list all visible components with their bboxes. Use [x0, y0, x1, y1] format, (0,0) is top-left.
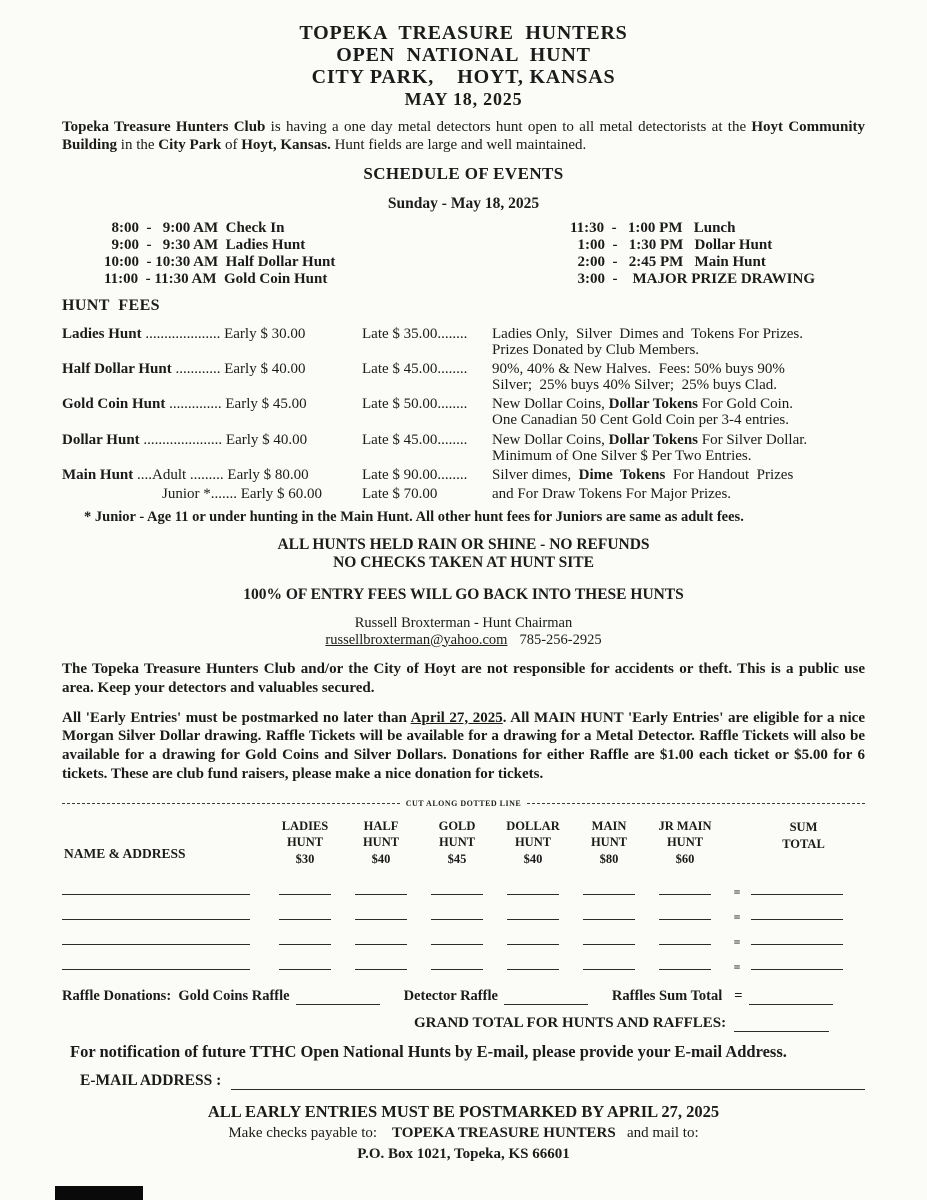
col-line: HUNT	[362, 835, 400, 850]
fee-name-cell	[62, 326, 362, 358]
desc-text: and For Draw Tokens For Major Prizes.	[492, 486, 732, 503]
intro-text: in the	[117, 136, 159, 153]
name-cell	[62, 907, 267, 925]
sum-cell	[751, 932, 856, 950]
raffles-sum-label: Raffles Sum Total	[611, 987, 723, 1004]
para-text: All 'Early Entries' must be postmarked no later than	[62, 709, 411, 726]
raffles-sum-blank	[749, 993, 833, 1005]
intro-building: Hoyt Community Building	[62, 118, 866, 153]
schedule-item-lunch: 11:30 - 1:00 PM Lunch	[570, 219, 736, 236]
intro-text: is having a one day metal detectors hunt open to all metal detectorists at the	[265, 118, 752, 135]
date-line: MAY 18, 2025	[404, 89, 523, 109]
schedule-item-half-dollar: 10:00 - 10:30 AM Half Dollar Hunt	[104, 253, 336, 270]
jr-main-hunt-blank	[659, 883, 711, 895]
fee-name-cell	[62, 486, 362, 502]
dollar-cell	[495, 957, 571, 975]
fee-description	[492, 326, 865, 358]
email-notification-line: For notification of future TTHC Open National Hunts by E-mail, please provide your E-mail Address.	[70, 1041, 787, 1061]
schedule-subtitle: Sunday - May 18, 2025	[387, 194, 540, 212]
desc-bold: Dollar Tokens	[608, 396, 698, 413]
name-address-header: NAME & ADDRESS	[64, 846, 186, 862]
desc-text: New Dollar Coins,	[492, 396, 609, 413]
early-fee: ..................... Early $ 40.00	[139, 431, 308, 448]
email-label: E-MAIL ADDRESS :	[80, 1071, 222, 1089]
schedule-item-main: 2:00 - 2:45 PM Main Hunt	[570, 253, 766, 270]
fee-row-dollar	[62, 432, 865, 464]
liability-paragraph: The Topeka Treasure Hunters Club and/or the City of Hoyt are not responsible for accidents or theft. This is a public use area. Keep your detectors and valuables secured.	[62, 660, 865, 696]
club-title: TOPEKA TREASURE HUNTERS	[299, 22, 628, 44]
name-address-blank	[62, 883, 250, 895]
checks-text: Make checks payable to:	[228, 1124, 393, 1141]
main-hunt-blank	[583, 908, 635, 920]
fee-row-ladies	[62, 326, 865, 358]
grand-total-blank	[734, 1020, 829, 1032]
jr-main-cell	[647, 932, 723, 950]
hunt-fees-title: HUNT FEES	[62, 296, 160, 314]
intro-city: Hoyt, Kansas.	[241, 136, 331, 153]
col-line: $80	[599, 851, 619, 866]
entry-rows	[62, 875, 865, 975]
gold-cell	[419, 907, 495, 925]
col-line: $60	[675, 851, 695, 866]
event-title: OPEN NATIONAL HUNT	[336, 44, 591, 66]
schedule-columns	[62, 220, 865, 288]
ladies-cell	[267, 957, 343, 975]
phone-number: 785-256-2925	[519, 631, 602, 648]
detector-raffle-blank	[504, 993, 588, 1005]
dollar-cell	[495, 882, 571, 900]
desc-bold: Dollar Tokens	[608, 431, 698, 448]
equals-sign: =	[733, 959, 741, 974]
fee-desc-line1	[492, 396, 865, 412]
fee-row-main-junior	[62, 486, 865, 502]
main-hunt-blank	[583, 883, 635, 895]
schedule-title: SCHEDULE OF EVENTS	[363, 163, 564, 183]
col-line: MAIN	[591, 819, 627, 834]
equals-sign: =	[734, 987, 743, 1004]
location-line: CITY PARK, HOYT, KANSAS	[311, 66, 616, 88]
col-line: SUM	[789, 820, 818, 835]
sum-cell	[751, 882, 856, 900]
col-line: HUNT	[438, 835, 476, 850]
ladies-hunt-blank	[279, 883, 331, 895]
jr-main-hunt-blank	[659, 908, 711, 920]
dashed-line	[527, 803, 865, 804]
intro-park: City Park	[158, 136, 222, 153]
fee-desc-line2: Minimum of One Silver $ Per Two Entries.	[492, 447, 752, 464]
desc-text: For Handout Prizes	[665, 467, 794, 484]
sum-total-blank	[751, 958, 843, 970]
fee-row-gold-coin	[62, 396, 865, 428]
fee-name-cell	[62, 467, 362, 483]
schedule-item-checkin: 8:00 - 9:00 AM Check In	[104, 219, 285, 236]
main-hunt-blank	[583, 958, 635, 970]
rain-or-shine-notice: ALL HUNTS HELD RAIN OR SHINE - NO REFUNDS	[277, 536, 650, 554]
fee-desc-line1	[492, 486, 865, 502]
title-block	[62, 22, 865, 110]
sum-cell	[751, 957, 856, 975]
col-line: HUNT	[590, 835, 628, 850]
fee-description	[492, 467, 865, 483]
late-fee: Late $ 45.00........	[362, 360, 468, 377]
email-address-row	[62, 1072, 865, 1090]
intro-paragraph	[62, 118, 865, 154]
hunt-name: Gold Coin Hunt	[62, 396, 166, 413]
schedule-item-prize-drawing: 3:00 - MAJOR PRIZE DRAWING	[570, 270, 815, 287]
raffle-label: Raffle Donations: Gold Coins Raffle	[62, 987, 290, 1004]
main-cell	[571, 957, 647, 975]
dollar-hunt-blank	[507, 908, 559, 920]
sum-total-blank	[751, 908, 843, 920]
dollar-hunt-blank	[507, 958, 559, 970]
equals-sign: =	[733, 909, 741, 924]
equals-sign: =	[733, 934, 741, 949]
late-fee: Late $ 45.00........	[362, 431, 468, 448]
ladies-hunt-blank	[279, 958, 331, 970]
ladies-cell	[267, 932, 343, 950]
entry-row-2	[62, 900, 865, 925]
half-cell	[343, 932, 419, 950]
col-line: HUNT	[286, 835, 324, 850]
fee-desc-line1	[492, 467, 865, 483]
sum-total-blank	[751, 933, 843, 945]
half-hunt-blank	[355, 908, 407, 920]
fee-description	[492, 361, 865, 393]
entry-fees-notice: 100% OF ENTRY FEES WILL GO BACK INTO THESE HUNTS	[243, 586, 684, 604]
gold-coins-raffle-blank	[296, 993, 380, 1005]
jr-main-cell	[647, 882, 723, 900]
fee-name-cell	[62, 432, 362, 464]
column-header-half	[343, 818, 419, 867]
column-header-main	[571, 818, 647, 867]
ladies-cell	[267, 907, 343, 925]
fee-description	[492, 486, 865, 502]
late-fee: Late $ 50.00........	[362, 396, 468, 413]
gold-hunt-blank	[431, 883, 483, 895]
fee-description	[492, 396, 865, 428]
gold-hunt-blank	[431, 908, 483, 920]
fee-name-cell	[62, 396, 362, 428]
sum-total-blank	[751, 883, 843, 895]
cut-along-dotted-line	[62, 799, 865, 808]
gold-cell	[419, 882, 495, 900]
half-hunt-blank	[355, 958, 407, 970]
email-address-text: russellbroxterman@yahoo.com	[325, 631, 508, 648]
column-header-ladies	[267, 818, 343, 867]
entry-row-4	[62, 950, 865, 975]
main-cell	[571, 882, 647, 900]
para-text: . All MAIN HUNT 'Early Entries' are eligible for a nice Morgan Silver Dollar drawing. Raffle Tickets will be available for a drawing for a Metal Detector. Raffle Tickets will also be available for a drawing for Gold Coins and Silver Dollars. Donations for either Raffle are $1.00 each ticket or $5.00 for 6 tickets. These are club fund raisers, please make a nice donation for tickets.	[62, 709, 865, 783]
payee-name: TOPEKA TREASURE HUNTERS	[392, 1124, 616, 1141]
early-entries-paragraph	[62, 709, 865, 785]
dollar-hunt-blank	[507, 883, 559, 895]
half-hunt-blank	[355, 883, 407, 895]
col-line: $45	[447, 851, 467, 866]
hunt-chairman-line: Russell Broxterman - Hunt Chairman	[354, 614, 573, 631]
main-hunt-blank	[583, 933, 635, 945]
contact-line	[62, 632, 865, 649]
late-fee: Late $ 35.00........	[362, 325, 468, 342]
equals-sign: =	[733, 884, 741, 899]
name-address-blank	[62, 933, 250, 945]
main-cell	[571, 932, 647, 950]
desc-text: For Gold Coin.	[698, 396, 794, 413]
dollar-hunt-blank	[507, 933, 559, 945]
email-blank	[231, 1078, 865, 1090]
half-cell	[343, 907, 419, 925]
entry-row-1	[62, 875, 865, 900]
schedule-item-dollar: 1:00 - 1:30 PM Dollar Hunt	[570, 236, 773, 253]
grand-total-label: GRAND TOTAL FOR HUNTS AND RAFFLES:	[414, 1014, 727, 1031]
sum-cell	[751, 907, 856, 925]
early-fee: .................... Early $ 30.00	[141, 325, 306, 342]
jr-main-cell	[647, 957, 723, 975]
gold-hunt-blank	[431, 933, 483, 945]
grand-total-row	[62, 1015, 865, 1032]
schedule-morning-column	[104, 220, 404, 288]
junior-footnote: * Junior - Age 11 or under hunting in the Main Hunt. All other hunt fees for Juniors are same as adult fees.	[84, 509, 744, 526]
hunt-name: Half Dollar Hunt	[62, 360, 172, 377]
fee-desc-line2: Silver; 25% buys 40% Silver; 25% buys Clad.	[492, 377, 777, 394]
mailing-address: P.O. Box 1021, Topeka, KS 66601	[357, 1145, 570, 1162]
jr-main-cell	[647, 907, 723, 925]
hunt-name: Dollar Hunt	[62, 431, 140, 448]
schedule-item-gold-coin: 11:00 - 11:30 AM Gold Coin Hunt	[104, 270, 328, 287]
half-cell	[343, 882, 419, 900]
gold-cell	[419, 957, 495, 975]
ladies-hunt-blank	[279, 933, 331, 945]
checks-payable-line	[62, 1125, 865, 1142]
col-line: $40	[523, 851, 543, 866]
dollar-cell	[495, 932, 571, 950]
col-line: LADIES	[281, 819, 329, 834]
checks-text: and mail to:	[615, 1124, 699, 1141]
hunt-fees-table	[62, 326, 865, 503]
early-fee: .............. Early $ 45.00	[165, 396, 307, 413]
late-fee: Late $ 70.00	[362, 486, 438, 503]
col-line: HALF	[363, 819, 399, 834]
schedule-afternoon-column	[570, 220, 815, 288]
fee-name-cell	[62, 361, 362, 393]
fee-row-main-adult	[62, 467, 865, 483]
fee-desc-line1	[492, 432, 865, 448]
intro-club-name: Topeka Treasure Hunters Club	[62, 118, 266, 135]
col-line: HUNT	[514, 835, 552, 850]
entry-form-header	[62, 818, 865, 867]
column-header-sum-total	[751, 819, 856, 867]
dollar-cell	[495, 907, 571, 925]
name-cell	[62, 957, 267, 975]
fee-desc-line2: One Canadian 50 Cent Gold Coin per 3-4 entries.	[492, 412, 790, 429]
name-address-blank	[62, 958, 250, 970]
desc-text: Silver dimes,	[492, 467, 579, 484]
early-fee: ....Adult ......... Early $ 80.00	[133, 467, 309, 484]
col-line: $40	[371, 851, 391, 866]
detector-raffle-label: Detector Raffle	[403, 987, 498, 1004]
fee-desc-line1	[492, 361, 865, 377]
desc-text: 90%, 40% & New Halves. Fees: 50% buys 90%	[492, 360, 785, 377]
raffle-donations-row	[62, 988, 865, 1005]
dashed-line	[62, 803, 400, 804]
half-cell	[343, 957, 419, 975]
col-line: GOLD	[438, 819, 476, 834]
late-fee: Late $ 90.00........	[362, 467, 468, 484]
col-line: TOTAL	[782, 836, 825, 851]
jr-main-hunt-blank	[659, 958, 711, 970]
desc-text: For Silver Dollar.	[698, 431, 808, 448]
scan-artifact	[55, 1186, 143, 1200]
intro-text: Hunt fields are large and well maintained.	[330, 136, 587, 153]
col-line: DOLLAR	[506, 819, 560, 834]
gold-cell	[419, 932, 495, 950]
early-fee: Junior *....... Early $ 60.00	[162, 486, 322, 503]
hunt-name: Ladies Hunt	[62, 325, 142, 342]
desc-text: New Dollar Coins,	[492, 431, 609, 448]
col-line: HUNT	[666, 835, 704, 850]
no-checks-notice: NO CHECKS TAKEN AT HUNT SITE	[333, 553, 594, 571]
fee-description	[492, 432, 865, 464]
entry-row-3	[62, 925, 865, 950]
name-cell	[62, 932, 267, 950]
fee-row-half-dollar	[62, 361, 865, 393]
hunt-name: Main Hunt	[62, 467, 134, 484]
gold-hunt-blank	[431, 958, 483, 970]
early-fee: ............ Early $ 40.00	[171, 360, 306, 377]
ladies-hunt-blank	[279, 908, 331, 920]
intro-text: of	[221, 136, 242, 153]
cut-line-label: CUT ALONG DOTTED LINE	[405, 799, 522, 809]
jr-main-hunt-blank	[659, 933, 711, 945]
fee-desc-line1	[492, 326, 865, 342]
name-cell	[62, 882, 267, 900]
column-header-dollar	[495, 818, 571, 867]
fee-desc-line2: Prizes Donated by Club Members.	[492, 341, 700, 358]
schedule-item-ladies: 9:00 - 9:30 AM Ladies Hunt	[104, 236, 306, 253]
postmark-date: April 27, 2025	[410, 709, 503, 726]
postmark-deadline: ALL EARLY ENTRIES MUST BE POSTMARKED BY APRIL 27, 2025	[207, 1101, 720, 1121]
col-line: JR MAIN	[658, 819, 712, 834]
desc-bold: Dime Tokens	[578, 467, 666, 484]
desc-text: Ladies Only, Silver Dimes and Tokens For Prizes.	[492, 325, 803, 342]
half-hunt-blank	[355, 933, 407, 945]
column-header-gold	[419, 818, 495, 867]
column-header-jr-main	[647, 818, 723, 867]
name-address-blank	[62, 908, 250, 920]
col-line: $30	[295, 851, 315, 866]
ladies-cell	[267, 882, 343, 900]
main-cell	[571, 907, 647, 925]
